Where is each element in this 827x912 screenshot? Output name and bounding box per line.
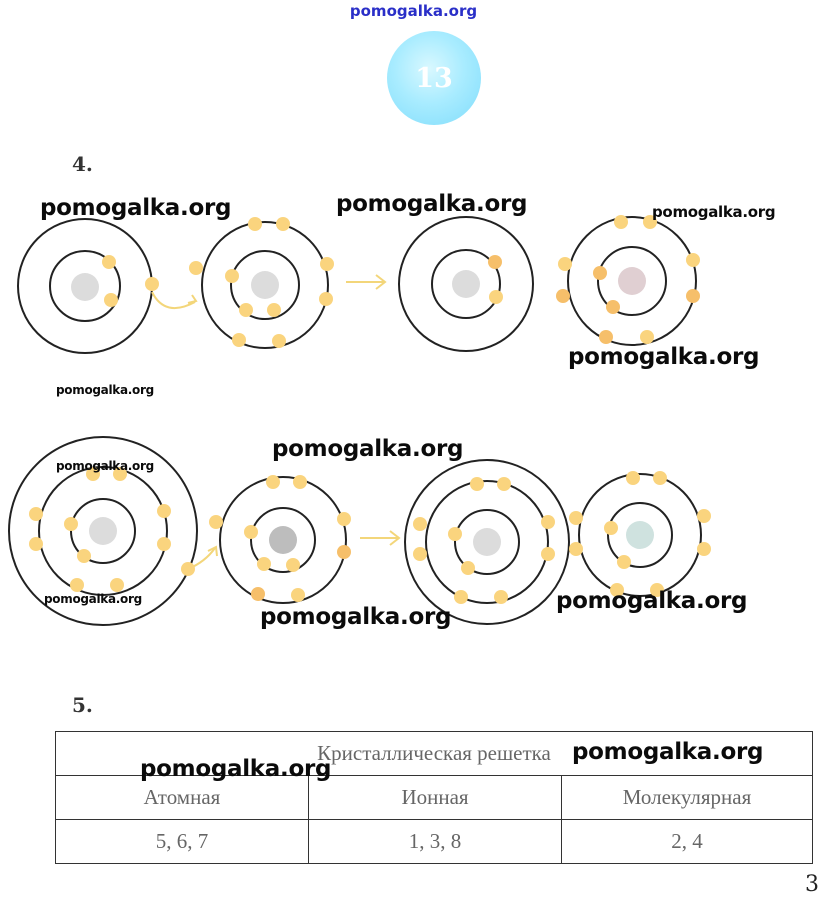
column-header: Ионная — [309, 776, 562, 820]
task-4-number: 4. — [72, 152, 93, 176]
electron — [337, 512, 351, 526]
watermark: pomogalka.org — [40, 195, 232, 221]
nucleus — [269, 526, 297, 554]
electron — [686, 289, 700, 303]
electron — [497, 477, 511, 491]
nucleus — [473, 528, 501, 556]
watermark: pomogalka.org — [572, 739, 764, 765]
watermark: pomogalka.org — [652, 203, 776, 221]
electron — [697, 542, 711, 556]
electron — [286, 558, 300, 572]
nucleus — [89, 517, 117, 545]
electron — [337, 545, 351, 559]
table-header: Кристаллическая решетка — [56, 732, 813, 776]
watermark: pomogalka.org — [272, 436, 464, 462]
watermark: pomogalka.org — [556, 588, 748, 614]
electron — [157, 504, 171, 518]
electron — [470, 477, 484, 491]
electron — [267, 303, 281, 317]
electron — [541, 547, 555, 561]
electron — [541, 515, 555, 529]
electron — [291, 588, 305, 602]
electron — [319, 292, 333, 306]
electron — [244, 525, 258, 539]
nucleus — [626, 521, 654, 549]
column-header: Атомная — [56, 776, 309, 820]
electron — [593, 266, 607, 280]
table-cell: 5, 6, 7 — [56, 820, 309, 864]
electron — [569, 511, 583, 525]
electron — [556, 289, 570, 303]
electron — [293, 475, 307, 489]
electron — [653, 471, 667, 485]
watermark: pomogalka.org — [140, 756, 332, 782]
electron — [64, 517, 78, 531]
arrow — [152, 292, 195, 308]
electron — [614, 215, 628, 229]
electron — [248, 217, 262, 231]
electron — [558, 257, 572, 271]
electron — [276, 217, 290, 231]
electron — [448, 527, 462, 541]
electron — [489, 290, 503, 304]
electron — [697, 509, 711, 523]
electron — [599, 330, 613, 344]
electron — [604, 521, 618, 535]
table-cell: 2, 4 — [562, 820, 813, 864]
nucleus — [71, 273, 99, 301]
electron — [225, 269, 239, 283]
electron — [189, 261, 203, 275]
page-number: 13 — [415, 62, 453, 94]
electron — [626, 471, 640, 485]
table-cell: 1, 3, 8 — [309, 820, 562, 864]
electron — [251, 587, 265, 601]
watermark: pomogalka.org — [56, 459, 154, 473]
electron — [29, 537, 43, 551]
nucleus — [251, 271, 279, 299]
electron — [606, 300, 620, 314]
electron — [102, 255, 116, 269]
electron — [413, 517, 427, 531]
electron — [77, 549, 91, 563]
electron — [257, 557, 271, 571]
electron — [70, 578, 84, 592]
corner-mark: 3 — [805, 872, 819, 897]
watermark: pomogalka.org — [44, 592, 142, 606]
electron — [266, 475, 280, 489]
electron — [569, 542, 583, 556]
electron — [232, 333, 246, 347]
electron — [29, 507, 43, 521]
electron — [488, 255, 502, 269]
watermark: pomogalka.org — [260, 604, 452, 630]
electron — [104, 293, 118, 307]
electron — [686, 253, 700, 267]
electron — [617, 555, 631, 569]
column-header: Молекулярная — [562, 776, 813, 820]
electron — [272, 334, 286, 348]
task-5-number: 5. — [72, 693, 93, 717]
arrow — [188, 295, 196, 303]
watermark: pomogalka.org — [56, 383, 154, 397]
electron — [494, 590, 508, 604]
watermark: pomogalka.org — [568, 344, 760, 370]
electron — [461, 561, 475, 575]
electron — [110, 578, 124, 592]
electron — [454, 590, 468, 604]
nucleus — [452, 270, 480, 298]
electron — [413, 547, 427, 561]
electron — [145, 277, 159, 291]
electron — [157, 537, 171, 551]
watermark-top: pomogalka.org — [349, 2, 478, 20]
electron — [209, 515, 223, 529]
electron — [181, 562, 195, 576]
electron — [239, 303, 253, 317]
electron — [640, 330, 654, 344]
nucleus — [618, 267, 646, 295]
electron — [320, 257, 334, 271]
watermark: pomogalka.org — [336, 191, 528, 217]
